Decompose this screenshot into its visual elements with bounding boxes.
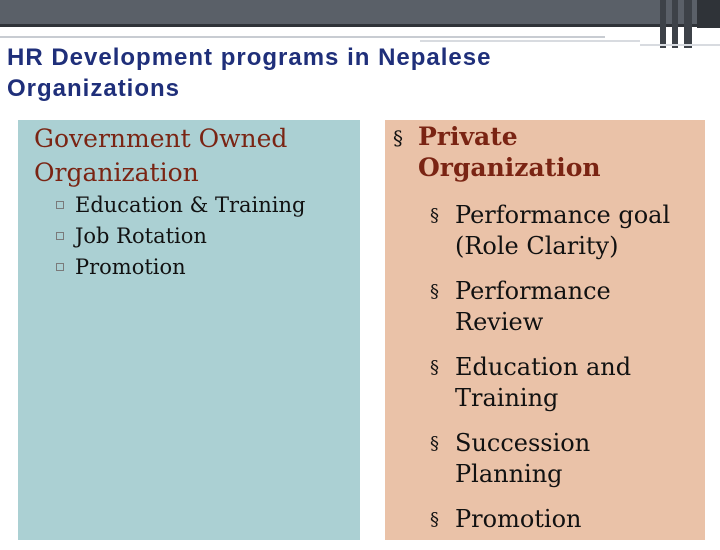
private-panel-heading <box>393 122 693 183</box>
top-accent-stripe <box>672 0 678 48</box>
list-item-label: Performance Review <box>455 277 611 336</box>
list-item <box>430 200 700 261</box>
section-bullet-icon: § <box>430 281 439 302</box>
title-rule <box>0 36 605 38</box>
section-bullet-icon: § <box>430 205 439 226</box>
list-item <box>56 221 305 252</box>
list-item <box>430 352 700 413</box>
section-bullet-icon: § <box>430 357 439 378</box>
top-accent-block <box>697 0 720 28</box>
private-panel-heading-label: Private Organization <box>418 122 601 182</box>
section-bullet-icon: § <box>430 509 439 530</box>
list-item-label: Succession Planning <box>455 429 591 488</box>
list-item <box>56 190 305 221</box>
list-item-label: Education and Training <box>455 353 632 412</box>
square-bullet-icon <box>56 263 64 271</box>
list-item-label: Education & Training <box>75 193 306 217</box>
list-item <box>430 428 700 489</box>
top-bar-underline <box>0 24 720 27</box>
list-item-label: Performance goal (Role Clarity) <box>455 201 671 260</box>
list-item <box>430 276 700 337</box>
section-bullet-icon: § <box>430 433 439 454</box>
private-program-list <box>430 200 700 550</box>
list-item <box>430 504 700 535</box>
square-bullet-icon <box>56 232 64 240</box>
government-panel-heading: Government Owned Organization <box>34 124 288 187</box>
top-accent-stripe <box>684 0 692 48</box>
square-bullet-icon <box>56 201 64 209</box>
list-item-label: Promotion <box>455 505 582 533</box>
list-item-label: Job Rotation <box>75 224 207 248</box>
top-decorative-bar <box>0 0 720 24</box>
slide-title: HR Development programs in Nepalese Organizations <box>7 44 492 102</box>
list-item <box>56 252 305 283</box>
section-bullet-icon: § <box>393 126 403 150</box>
government-program-list <box>56 190 305 283</box>
list-item-label: Promotion <box>75 255 186 279</box>
top-accent-stripe <box>660 0 666 48</box>
